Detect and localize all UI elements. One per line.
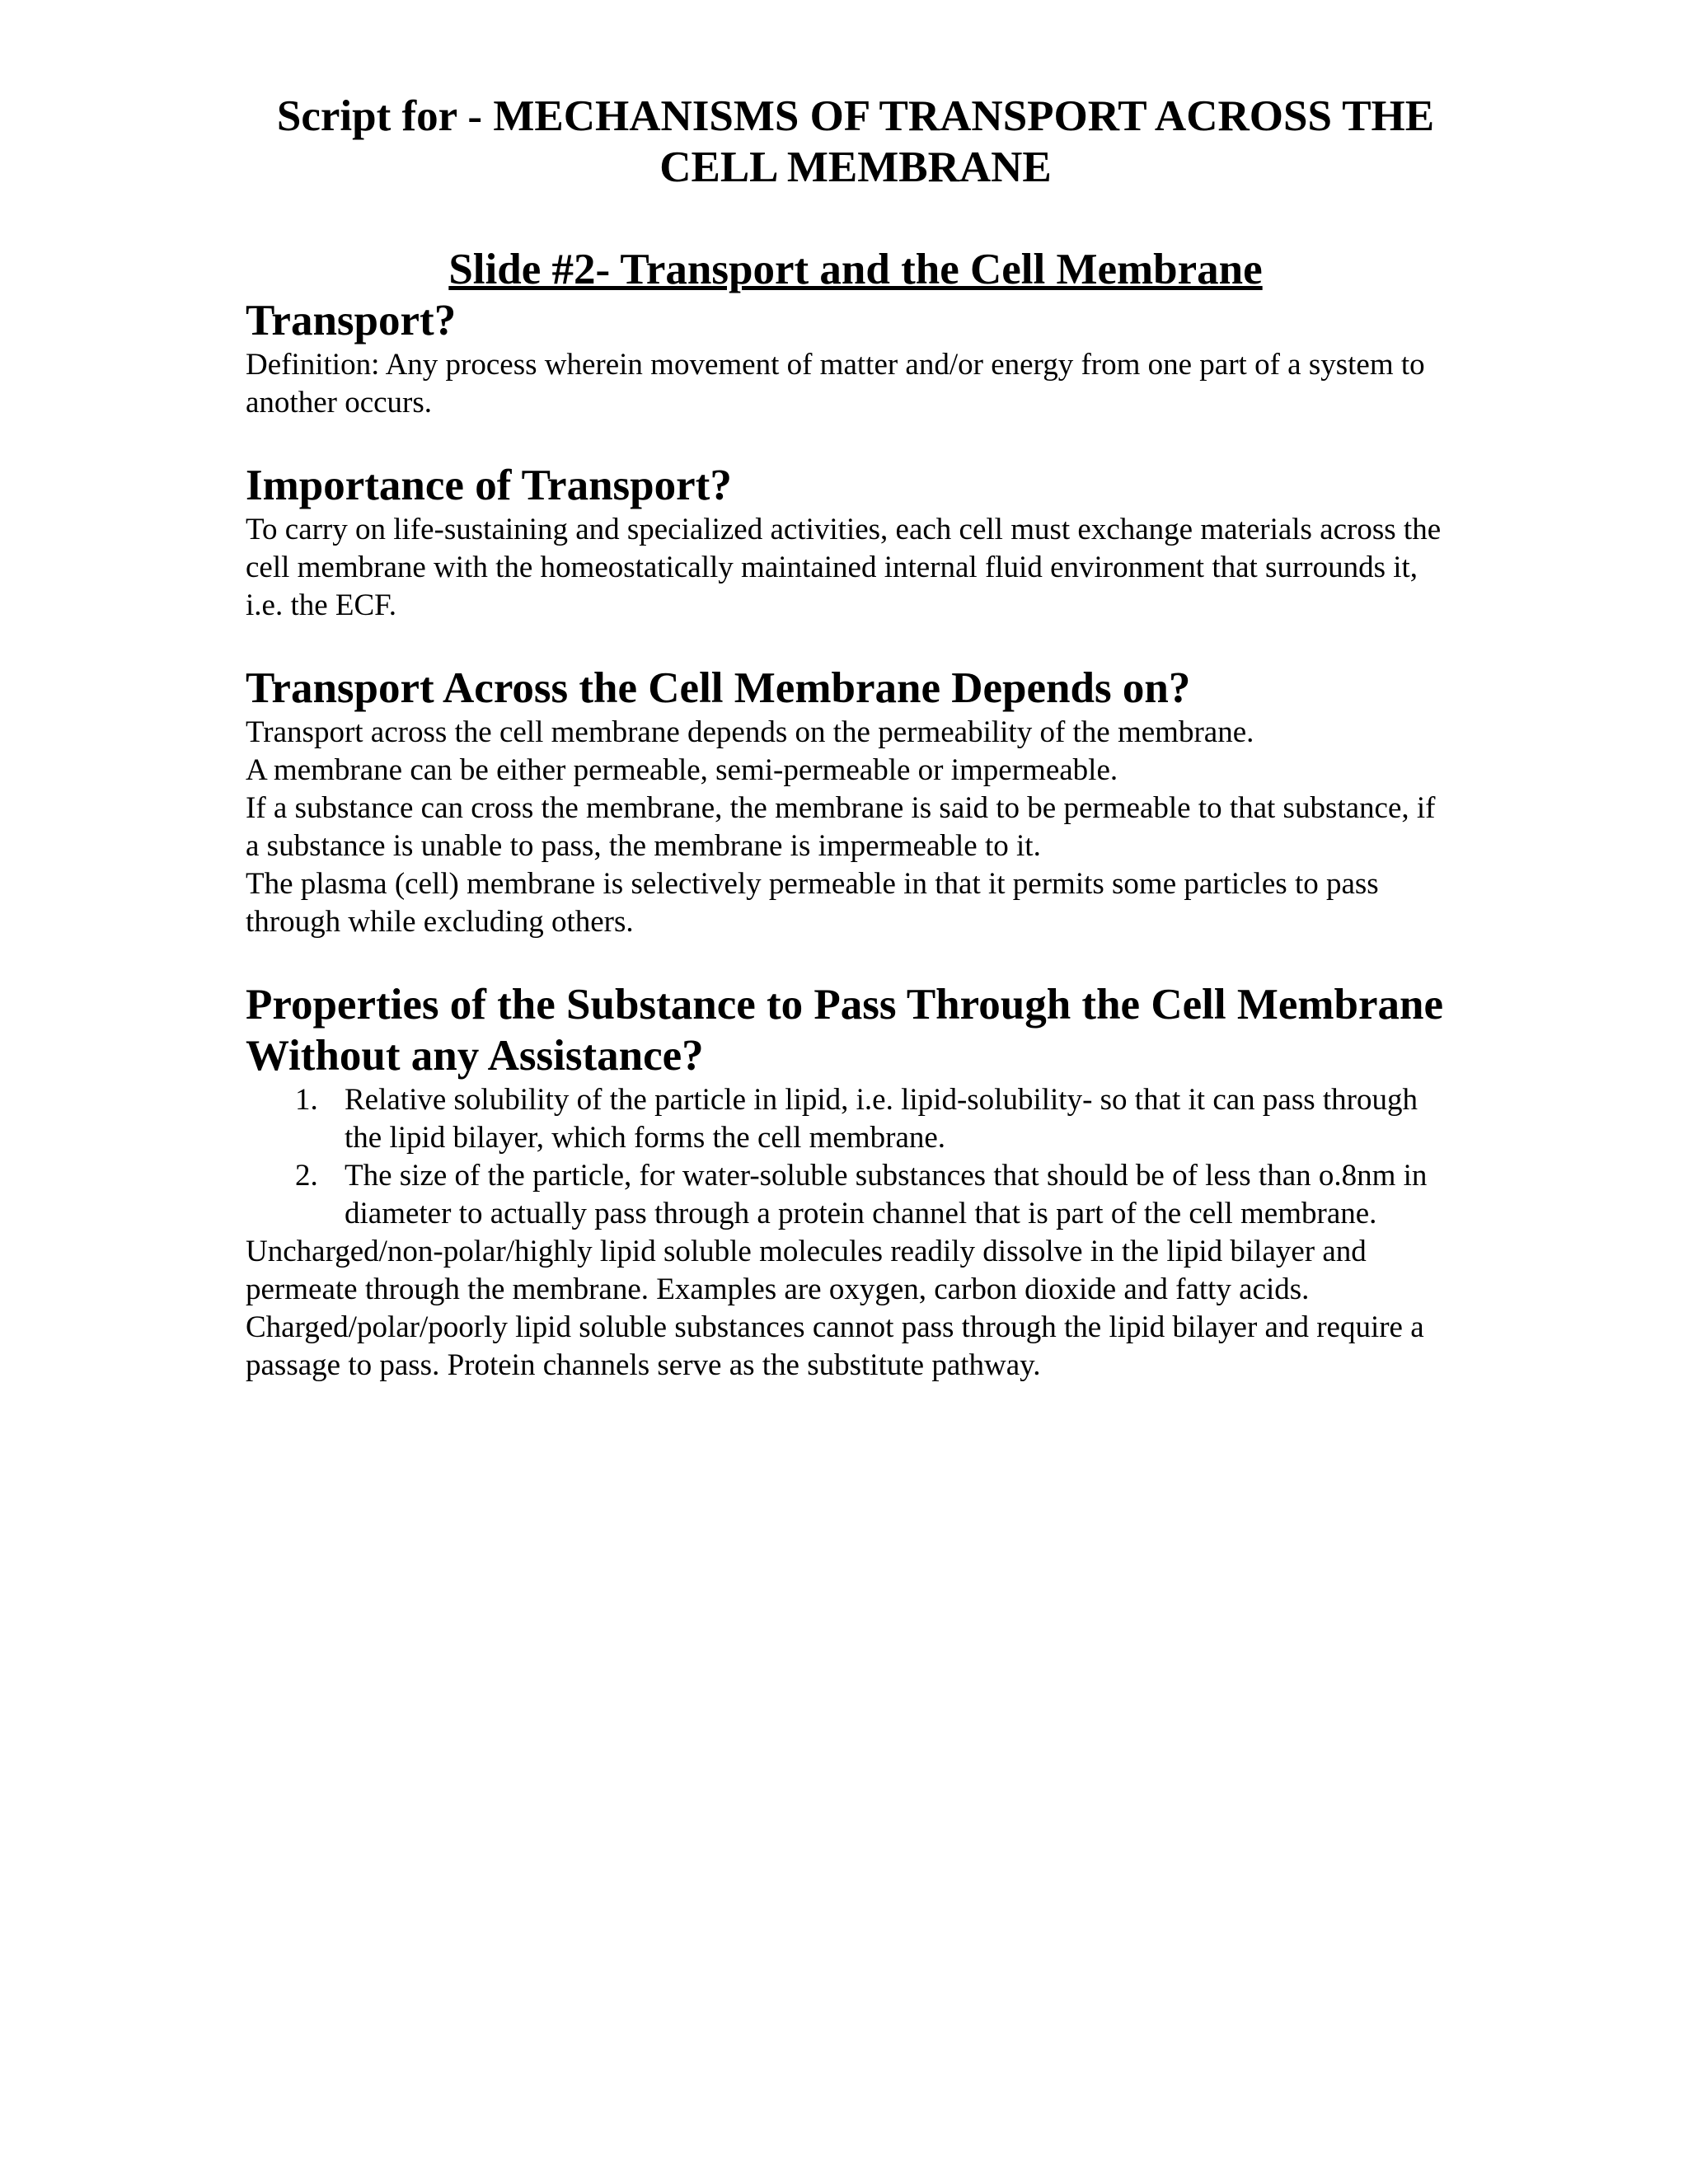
list-number: 1.: [295, 1083, 318, 1117]
list-item: [246, 1081, 1449, 1157]
document-title: Script for - MECHANISMS OF TRANSPORT ACROSS THE CELL MEMBRANE: [276, 92, 1435, 191]
section-importance-of-transport: [246, 460, 1449, 625]
paragraph: To carry on life-sustaining and specialized activities, each cell must exchange materials across the cell membrane with the homeostatically maintained internal fluid environment that surrounds it, i.e. the ECF.: [246, 513, 1442, 622]
document-page: [246, 91, 1449, 1385]
section-heading: Transport?: [246, 297, 457, 344]
list-item-text: Relative solubility of the particle in lipid, i.e. lipid-solubility- so that it can pass through the lipid bilayer, which forms the cell membrane.: [345, 1083, 1418, 1155]
paragraph: The plasma (cell) membrane is selectively permeable in that it permits some particles to pass through while excluding others.: [246, 867, 1379, 939]
paragraph: A membrane can be either permeable, semi-permeable or impermeable.: [246, 753, 1118, 787]
section-properties-of-substance: [246, 979, 1449, 1385]
slide-heading: Slide #2- Transport and the Cell Membrane: [448, 246, 1263, 293]
paragraph: Definition: Any process wherein movement of matter and/or energy from one part of a system to another occurs.: [246, 348, 1425, 419]
paragraph: Uncharged/non-polar/highly lipid soluble molecules readily dissolve in the lipid bilayer and permeate through the membrane. Examples are oxygen, carbon dioxide and fatty acids.: [246, 1235, 1367, 1306]
section-transport: [246, 295, 1449, 422]
section-heading: Properties of the Substance to Pass Through the Cell Membrane Without any Assistance?: [246, 981, 1444, 1080]
section-transport-depends-on: [246, 663, 1449, 941]
list-item-text: The size of the particle, for water-soluble substances that should be of less than o.8nm in diameter to actually pass through a protein channel that is part of the cell membrane.: [345, 1159, 1428, 1230]
paragraph: Charged/polar/poorly lipid soluble substances cannot pass through the lipid bilayer and require a passage to pass. Protein channels serve as the substitute pathway.: [246, 1310, 1424, 1382]
section-heading: Importance of Transport?: [246, 462, 732, 509]
paragraph: Transport across the cell membrane depends on the permeability of the membrane.: [246, 715, 1254, 749]
numbered-list: [246, 1081, 1449, 1233]
list-number: 2.: [295, 1159, 318, 1193]
paragraph: If a substance can cross the membrane, the membrane is said to be permeable to that substance, if a substance is unable to pass, the membrane is impermeable to it.: [246, 791, 1436, 863]
section-heading: Transport Across the Cell Membrane Depends on?: [246, 664, 1191, 712]
list-item: [246, 1157, 1449, 1233]
